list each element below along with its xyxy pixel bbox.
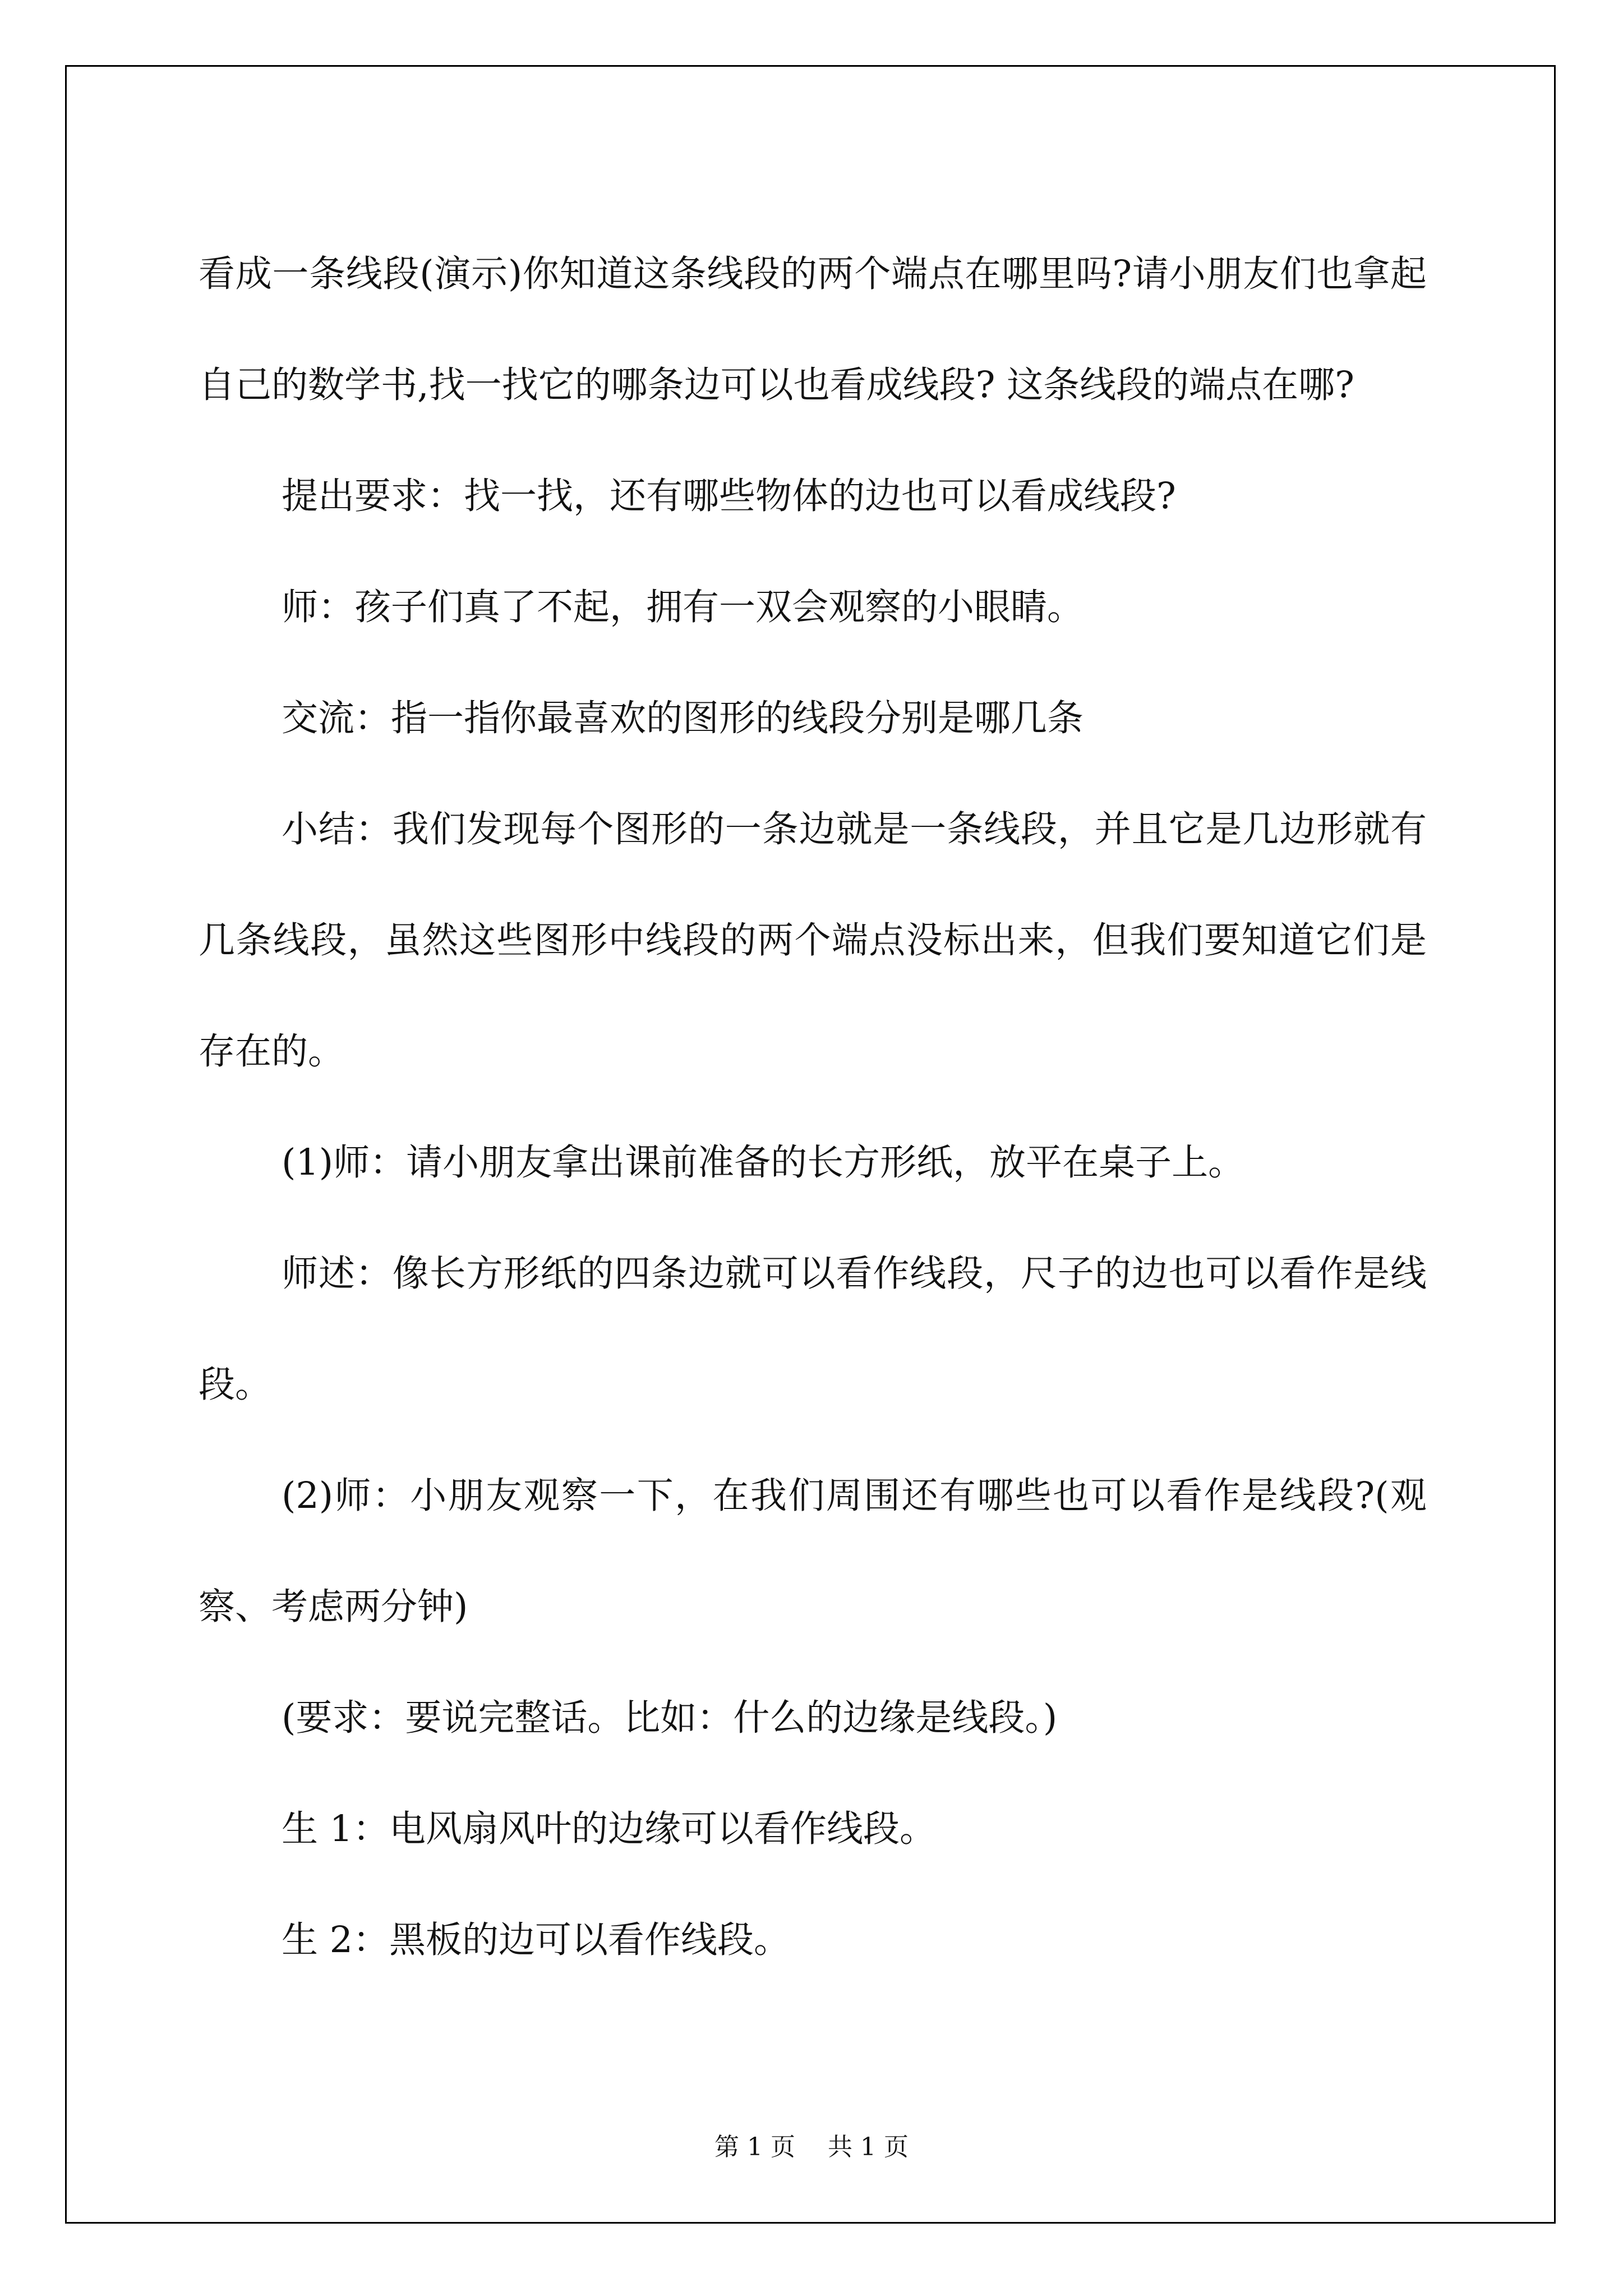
paragraph-1: 看成一条线段(演示)你知道这条线段的两个端点在哪里吗?请小朋友们也拿起自己的数学书,找一找它的哪条边可以也看成线段? 这条线段的端点在哪? (199, 253, 1427, 406)
paragraph-7: 师述：像长方形纸的四条边就可以看作线段，尺子的边也可以看作是线段。 (199, 1253, 1427, 1406)
document-body (199, 219, 1427, 1996)
paragraph-8: (2)师：小朋友观察一下，在我们周围还有哪些也可以看作是线段?(观察、考虑两分钟) (199, 1475, 1427, 1628)
paragraph-4: 交流：指一指你最喜欢的图形的线段分别是哪几条 (282, 697, 1084, 739)
paragraph-11: 生 2：黑板的边可以看作线段。 (282, 1919, 791, 1961)
paragraph-6: (1)师：请小朋友拿出课前准备的长方形纸，放平在桌子上。 (282, 1142, 1245, 1184)
page-number-footer: 第 1 页 共 1 页 (714, 2133, 909, 2161)
paragraph-10: 生 1：电风扇风叶的边缘可以看作线段。 (282, 1808, 937, 1850)
paragraph-5: 小结：我们发现每个图形的一条边就是一条线段，并且它是几边形就有几条线段，虽然这些图形中线段的两个端点没标出来，但我们要知道它们是存在的。 (199, 808, 1427, 1073)
paragraph-3: 师：孩子们真了不起，拥有一双会观察的小眼睛。 (282, 586, 1084, 628)
paragraph-9: (要求：要说完整话。比如：什么的边缘是线段。) (282, 1697, 1058, 1739)
paragraph-2: 提出要求：找一找，还有哪些物体的边也可以看成线段? (282, 475, 1176, 517)
